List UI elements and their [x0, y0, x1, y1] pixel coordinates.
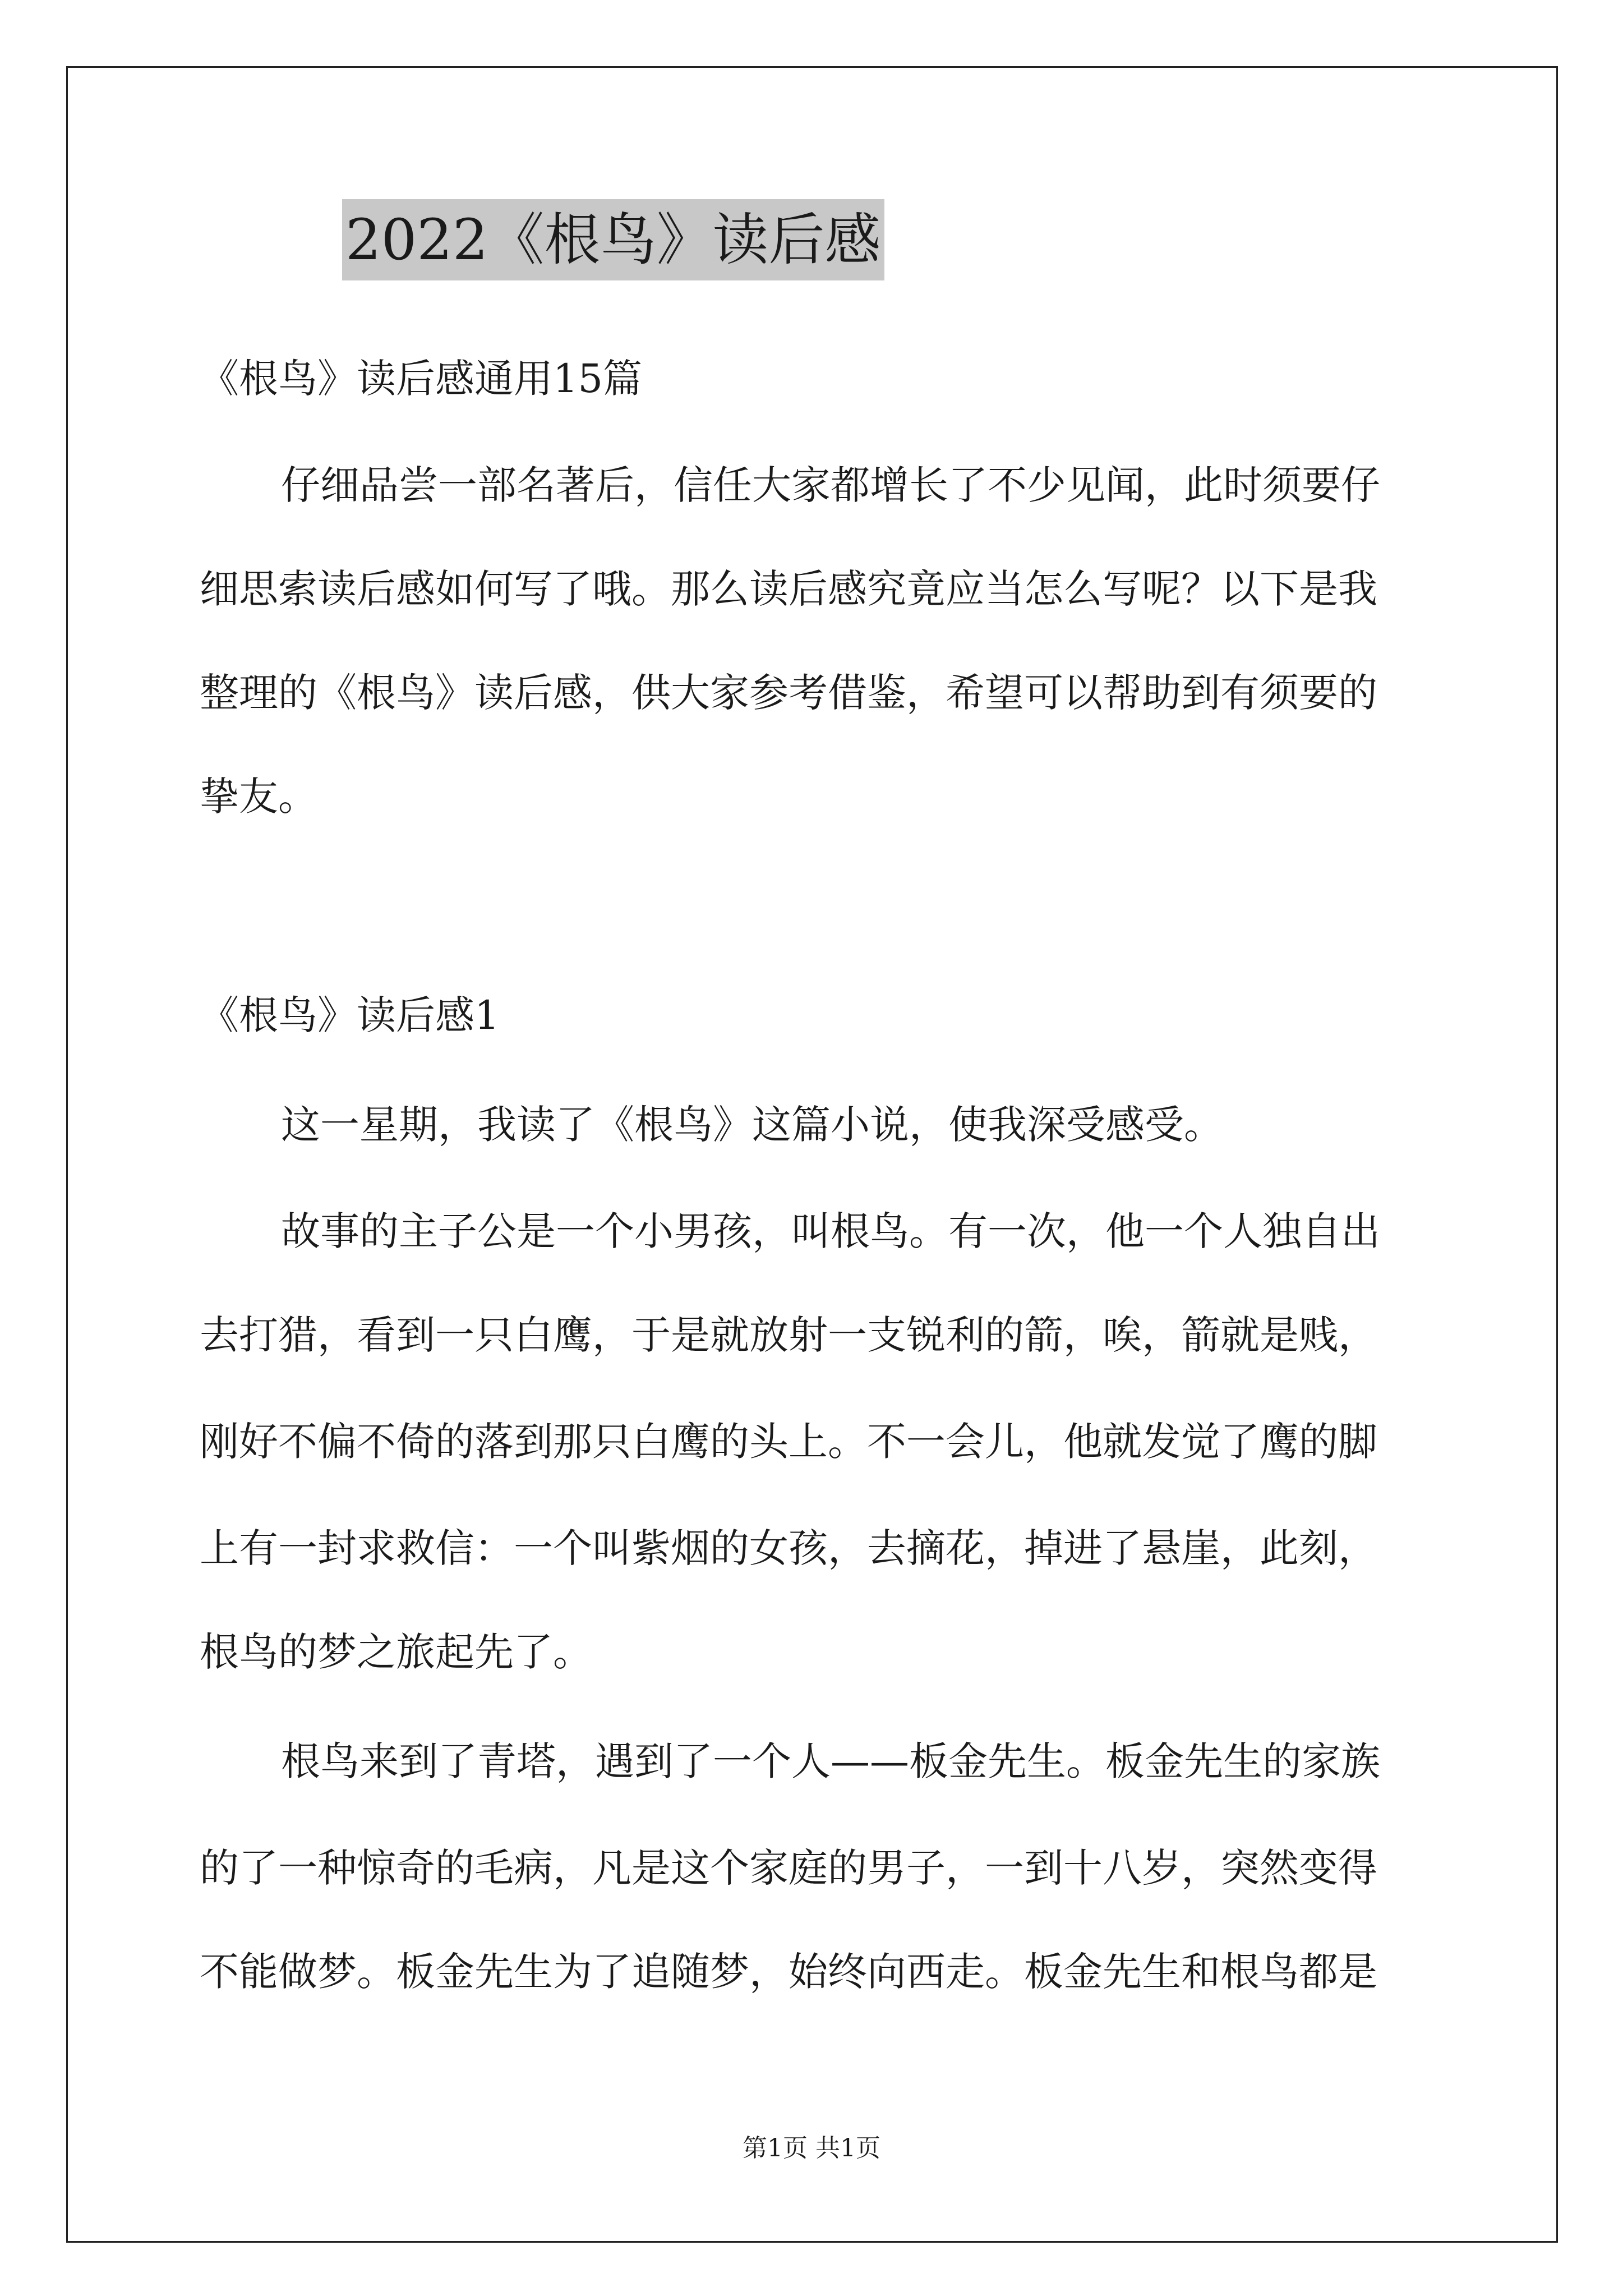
body-line: 上有一封求救信：一个叫紫烟的女孩，去摘花，掉进了悬崖，此刻，: [200, 1525, 1377, 1571]
section-heading: 《根鸟》读后感1: [200, 992, 500, 1038]
body-line: 去打猎，看到一只白鹰，于是就放射一支锐利的箭，唉，箭就是贱，: [200, 1312, 1377, 1358]
body-line: 根鸟的梦之旅起先了。: [200, 1629, 592, 1675]
intro-line: 整理的《根鸟》读后感，供大家参考借鉴，希望可以帮助到有须要的: [200, 670, 1377, 716]
body-line: 的了一种惊奇的毛病，凡是这个家庭的男子，一到十八岁，突然变得: [200, 1845, 1377, 1891]
body-line: 这一星期，我读了《根鸟》这篇小说，使我深受感受。: [281, 1102, 1223, 1148]
body-line: 刚好不偏不倚的落到那只白鹰的头上。不一会儿，他就发觉了鹰的脚: [200, 1419, 1377, 1465]
intro-line: 仔细品尝一部名著后，信任大家都增长了不少见闻，此时须要仔: [281, 462, 1380, 508]
body-line: 根鸟来到了青塔，遇到了一个人——板金先生。板金先生的家族: [281, 1738, 1380, 1784]
document-title: 2022《根鸟》读后感: [342, 199, 884, 280]
body-line: 不能做梦。板金先生为了追随梦，始终向西走。板金先生和根鸟都是: [200, 1949, 1377, 1995]
intro-line: 挚友。: [200, 774, 317, 820]
intro-line: 细思索读后感如何写了哦。那么读后感究竟应当怎么写呢？以下是我: [200, 566, 1377, 612]
body-line: 故事的主子公是一个小男孩，叫根鸟。有一次，他一个人独自出: [281, 1208, 1380, 1254]
page-footer: 第1页 共1页: [743, 2134, 880, 2162]
subtitle: 《根鸟》读后感通用15篇: [200, 356, 643, 402]
